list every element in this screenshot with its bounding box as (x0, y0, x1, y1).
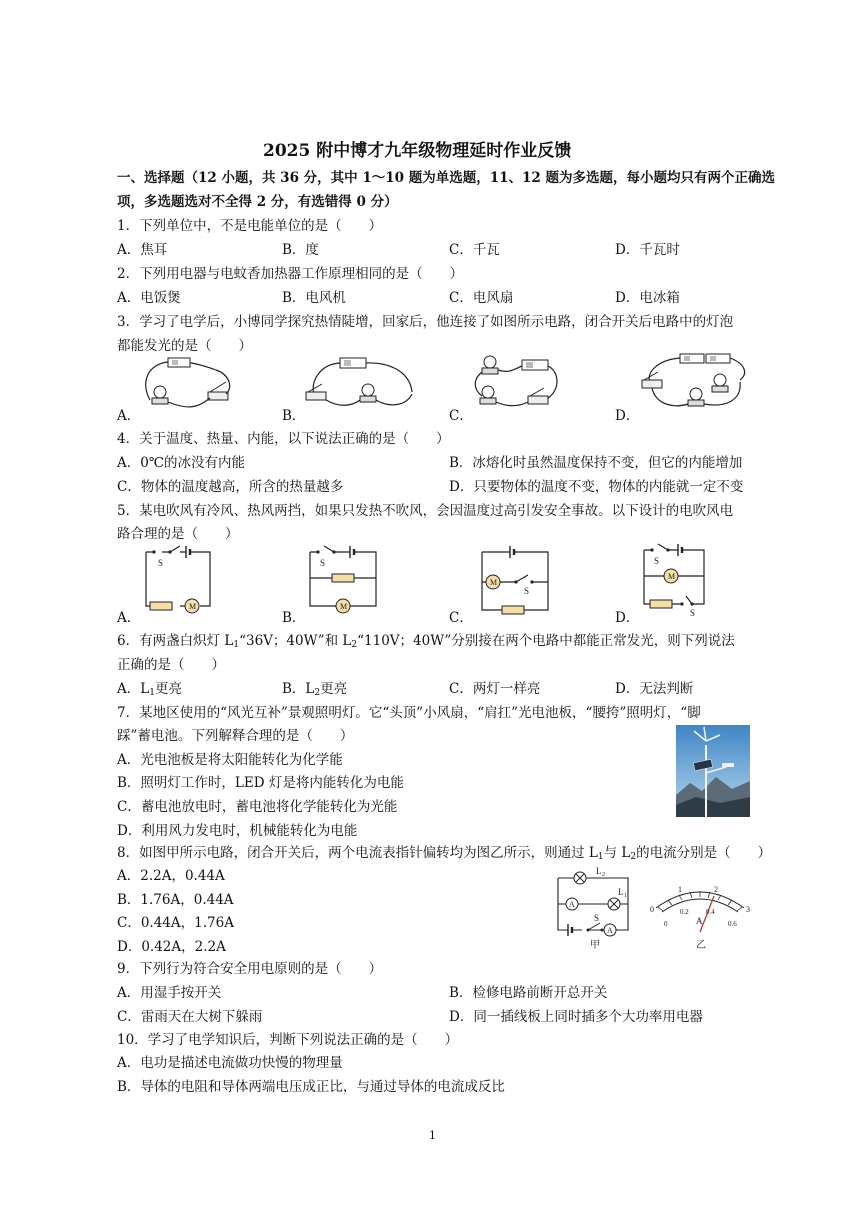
q2-option-d: D．电冰箱 (615, 290, 680, 306)
section-header-line2: 项，多选题选对不全得 2 分，有选错得 0 分） (117, 194, 398, 210)
q7-stem-line1: 7．某地区使用的“风光互补”景观照明灯。它“头顶”小风扇，“肩扛”光电池板，“腰挎”照明灯，“脚 (117, 705, 701, 721)
l2-label: L (596, 866, 602, 876)
scale-top-2: 2 (714, 885, 718, 894)
scale-top-3: 3 (746, 905, 750, 914)
switch-label: S (524, 586, 530, 596)
q3-stem-line2: 都能发光的是（ ） (117, 338, 252, 354)
q10-option-a: A．电功是描述电流做功快慢的物理量 (117, 1055, 343, 1071)
q3-figure-b (300, 352, 430, 418)
q7-option-b: B．照明灯工作时，LED 灯是将内能转化为电能 (117, 775, 404, 791)
q7-option-a: A．光电池板是将太阳能转化为化学能 (117, 752, 343, 768)
q5-option-c: C． (449, 610, 473, 626)
motor-label: M (668, 572, 676, 581)
q9-option-c: C．雷雨天在大树下躲雨 (117, 1009, 263, 1025)
motor-label: M (490, 578, 498, 587)
motor-label: M (189, 602, 197, 611)
switch-label: S (654, 556, 660, 566)
q8-option-d: D．0.42A，2.2A (117, 939, 226, 955)
q5-stem-line2: 路合理的是（ ） (117, 526, 239, 542)
q1-option-a: A．焦耳 (117, 242, 168, 258)
switch-label: S (320, 558, 326, 568)
q2-option-b: B．电风机 (282, 290, 346, 306)
q2-stem: 2．下列用电器与电蚊香加热器工作原理相同的是（ ） (117, 266, 464, 282)
scale-top-0: 0 (650, 905, 654, 914)
page-title: 2025 附中博才九年级物理延时作业反馈 (263, 141, 572, 161)
scale-bottom-3: 0.6 (728, 920, 737, 928)
q6-option-a: A．$L_1$更亮 (117, 681, 182, 698)
q8-option-a: A．2.2A，0.44A (117, 868, 225, 884)
q8-option-b: B．1.76A，0.44A (117, 892, 234, 908)
q1-stem: 1．下列单位中，不是电能单位的是（ ） (117, 218, 383, 234)
figure-jia-label: 甲 (590, 940, 600, 951)
q1-option-b: B．度 (282, 242, 319, 258)
q5-circuit-b (304, 544, 384, 622)
q3-option-c: C． (449, 408, 473, 424)
switch-label: S (690, 608, 696, 618)
section-header-line1: 一、选择题（12 小题，共 36 分，其中 1～10 题为单选题，11、12 题为多选题，每小题均只有两个正确选 (117, 170, 776, 186)
q9-option-b: B．检修电路前断开总开关 (449, 985, 608, 1001)
scale-bottom-2: 0.4 (706, 908, 715, 916)
q5-circuit-d (638, 540, 718, 624)
q7-option-d: D．利用风力发电时，机械能转化为电能 (117, 823, 358, 839)
q4-stem: 4．关于温度、热量、内能，以下说法正确的是（ ） (117, 431, 450, 447)
q3-stem-line1: 3．学习了电学后，小博同学探究热情陡增，回家后，他连接了如图所示电路，闭合开关后电路中的灯泡 (117, 314, 734, 330)
q9-option-d: D．同一插线板上同时插多个大功率用电器 (449, 1009, 703, 1025)
scale-top-1: 1 (678, 885, 682, 894)
q2-option-c: C．电风扇 (449, 290, 514, 306)
q3-option-b: B． (282, 408, 306, 424)
q7-stem-line2: 踩”蓄电池。下列解释合理的是（ ） (117, 728, 354, 744)
q10-option-b: B．导体的电阻和导体两端电压成正比，与通过导体的电流成反比 (117, 1079, 505, 1095)
q6-stem-line1: 6．有两盏白炽灯 $L_1“36V$；40W”和 $L_2“110V$；40W”分别接在两个电路中都能正常发光，则下列说法 (117, 633, 735, 650)
q1-option-c: C．千瓦 (449, 242, 500, 258)
q2-option-a: A．电饭煲 (117, 290, 181, 306)
q3-figure-c (466, 350, 566, 420)
q4-option-a: A．0℃的冰没有内能 (117, 455, 245, 471)
q10-stem: 10．学习了电学知识后，判断下列说法正确的是（ ） (117, 1032, 459, 1048)
q4-option-c: C．物体的温度越高，所含的热量越多 (117, 479, 344, 495)
q5-option-b: B． (282, 610, 306, 626)
q9-option-a: A．用湿手按开关 (117, 985, 222, 1001)
q5-circuit-c (476, 544, 556, 622)
q6-option-b: B．$L_2$更亮 (282, 681, 348, 698)
ammeter-label: A (607, 926, 613, 935)
meter-unit: A (696, 916, 703, 926)
q3-option-d: D． (615, 408, 640, 424)
q6-stem-line2: 正确的是（ ） (117, 657, 225, 673)
q9-stem: 9．下列行为符合安全用电原则的是（ ） (117, 961, 383, 977)
q4-option-b: B．冰熔化时虽然温度保持不变，但它的内能增加 (449, 455, 743, 471)
q5-circuit-a (140, 544, 216, 622)
q8-figure-yi-ammeter-dial (648, 880, 758, 956)
scale-bottom-1: 0.2 (680, 908, 689, 916)
switch-label: S (158, 558, 164, 568)
q5-option-d: D． (615, 610, 640, 626)
q6-option-c: C．两灯一样亮 (449, 681, 541, 697)
figure-yi-label: 乙 (696, 940, 706, 951)
l1-label: L (618, 887, 624, 897)
l2-subscript: 2 (602, 872, 605, 878)
q7-option-c: C．蓄电池放电时，蓄电池将化学能转化为光能 (117, 799, 398, 815)
q1-option-d: D．千瓦时 (615, 242, 680, 258)
l1-subscript: 1 (624, 893, 627, 899)
page-number: 1 (429, 1129, 436, 1142)
q3-figure-d (636, 350, 756, 420)
q7-street-light-photo (676, 725, 750, 821)
q6-option-d: D．无法判断 (615, 681, 694, 697)
q5-option-a: A． (117, 610, 141, 626)
scale-bottom-0: 0 (664, 920, 668, 928)
q8-figure-jia-circuit (552, 868, 642, 956)
q3-figure-a (138, 352, 258, 418)
q5-stem-line1: 5．某电吹风有冷风、热风两挡，如果只发热不吹风，会因温度过高引发安全事故。以下设计的电吹风电 (117, 503, 734, 519)
switch-label: S (594, 913, 600, 923)
motor-label: M (340, 602, 348, 611)
q3-option-a: A． (117, 408, 141, 424)
ammeter-label: A (569, 900, 575, 909)
q8-stem: 8．如图甲所示电路，闭合开关后，两个电流表指针偏转均为图乙所示，则通过 $L_1$与 $L_2$的电流分别是（ ） (117, 845, 772, 862)
q8-option-c: C．0.44A，1.76A (117, 915, 234, 931)
q4-option-d: D．只要物体的温度不变，物体的内能就一定不变 (449, 479, 744, 495)
